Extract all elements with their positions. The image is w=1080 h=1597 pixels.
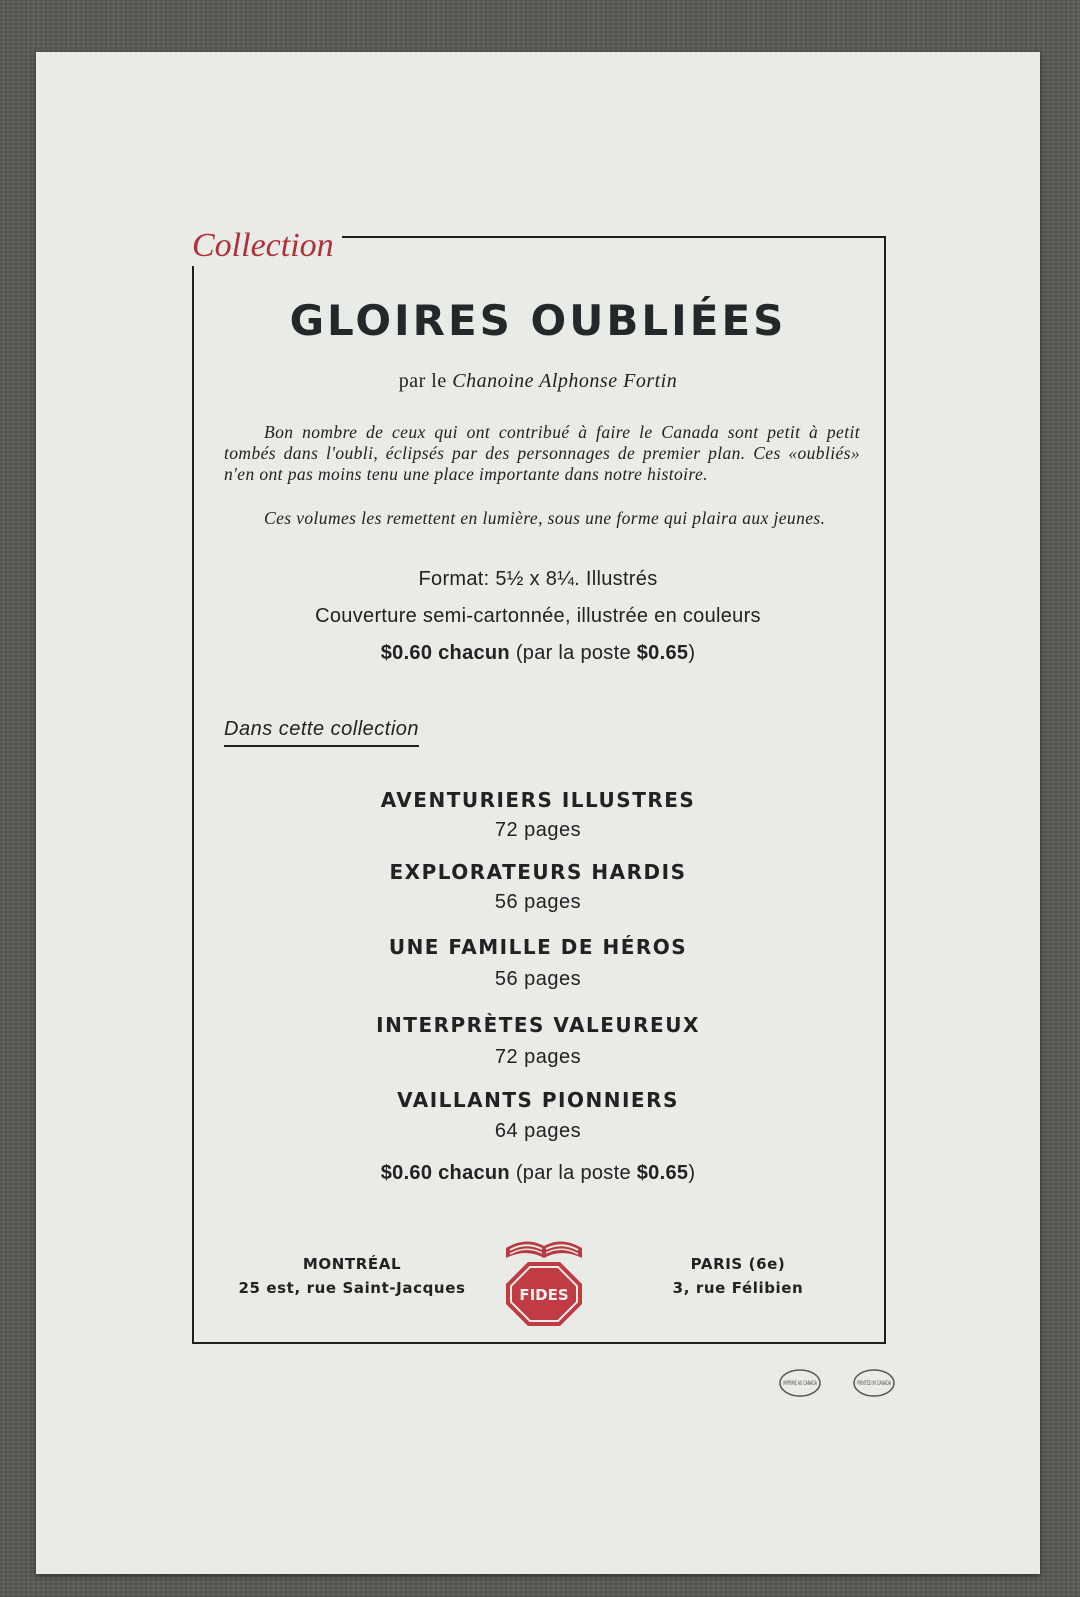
price-each: $0.60 chacun	[380, 642, 510, 664]
price-line	[36, 642, 1040, 665]
price-mail: $0.65	[636, 642, 689, 664]
byline-prefix: par le	[398, 370, 447, 392]
format-line: Format: 5½ x 8¼. Illustrés	[418, 568, 658, 590]
stamp-text-en: PRINTED IN CANADA	[857, 1380, 892, 1387]
book-pages: 56 pages	[494, 968, 582, 990]
collection-list-heading: Dans cette collection	[224, 718, 419, 747]
open-book-icon	[506, 1241, 582, 1258]
printed-in-canada-stamp-fr	[778, 1368, 847, 1398]
book-title: AVENTURIERS ILLUSTRES	[380, 788, 696, 812]
book-title: UNE FAMILLE DE HÉROS	[388, 935, 688, 959]
montreal-city: MONTRÉAL	[302, 1255, 402, 1273]
back-cover-page	[36, 52, 1040, 1574]
price-mail-prefix: (par la poste	[515, 642, 637, 664]
series-title: GLOIRES OUBLIÉES	[289, 296, 787, 345]
price-mail-suffix: )	[688, 642, 696, 664]
montreal-address	[212, 1252, 492, 1300]
collection-label: Collection	[192, 226, 342, 266]
collection-price-line	[36, 1162, 1040, 1185]
collection-price-mail: $0.65	[636, 1162, 689, 1184]
paris-street: 3, rue Félibien	[672, 1279, 804, 1297]
byline	[36, 370, 1040, 393]
book-pages: 72 pages	[494, 819, 582, 841]
book-title: VAILLANTS PIONNIERS	[397, 1088, 679, 1112]
collection-price-mail-prefix: (par la poste	[515, 1162, 637, 1184]
book-pages: 64 pages	[494, 1120, 582, 1142]
montreal-street: 25 est, rue Saint-Jacques	[238, 1279, 466, 1297]
description-paragraph-2: Ces volumes les remettent en lumière, sous une forme qui plaira aux jeunes.	[264, 508, 826, 528]
description-paragraph-1: Bon nombre de ceux qui ont contribué à faire le Canada sont petit à petit tombés dans l'oubli, éclipsés par des personnages de premier plan. Ces «oubliés» n'en ont pas moins tenu une place importante dans notre histoire.	[224, 422, 860, 484]
book-title: INTERPRÈTES VALEUREUX	[376, 1013, 700, 1037]
book-pages: 72 pages	[494, 1046, 582, 1068]
author-name: Chanoine Alphonse Fortin	[452, 370, 678, 392]
book-title: EXPLORATEURS HARDIS	[389, 860, 687, 884]
book-pages: 56 pages	[494, 891, 582, 913]
stamp-text-fr: IMPRIMÉ AU CANADA	[783, 1380, 847, 1387]
printed-in-canada-stamp-en	[852, 1368, 896, 1398]
collection-price-each: $0.60 chacun	[380, 1162, 510, 1184]
paris-address	[638, 1252, 838, 1300]
fides-logo	[496, 1228, 592, 1328]
logo-text: FIDES	[519, 1286, 569, 1304]
paris-city: PARIS (6e)	[690, 1255, 786, 1273]
collection-price-mail-suffix: )	[688, 1162, 696, 1184]
cover-line: Couverture semi-cartonnée, illustrée en couleurs	[315, 605, 761, 627]
